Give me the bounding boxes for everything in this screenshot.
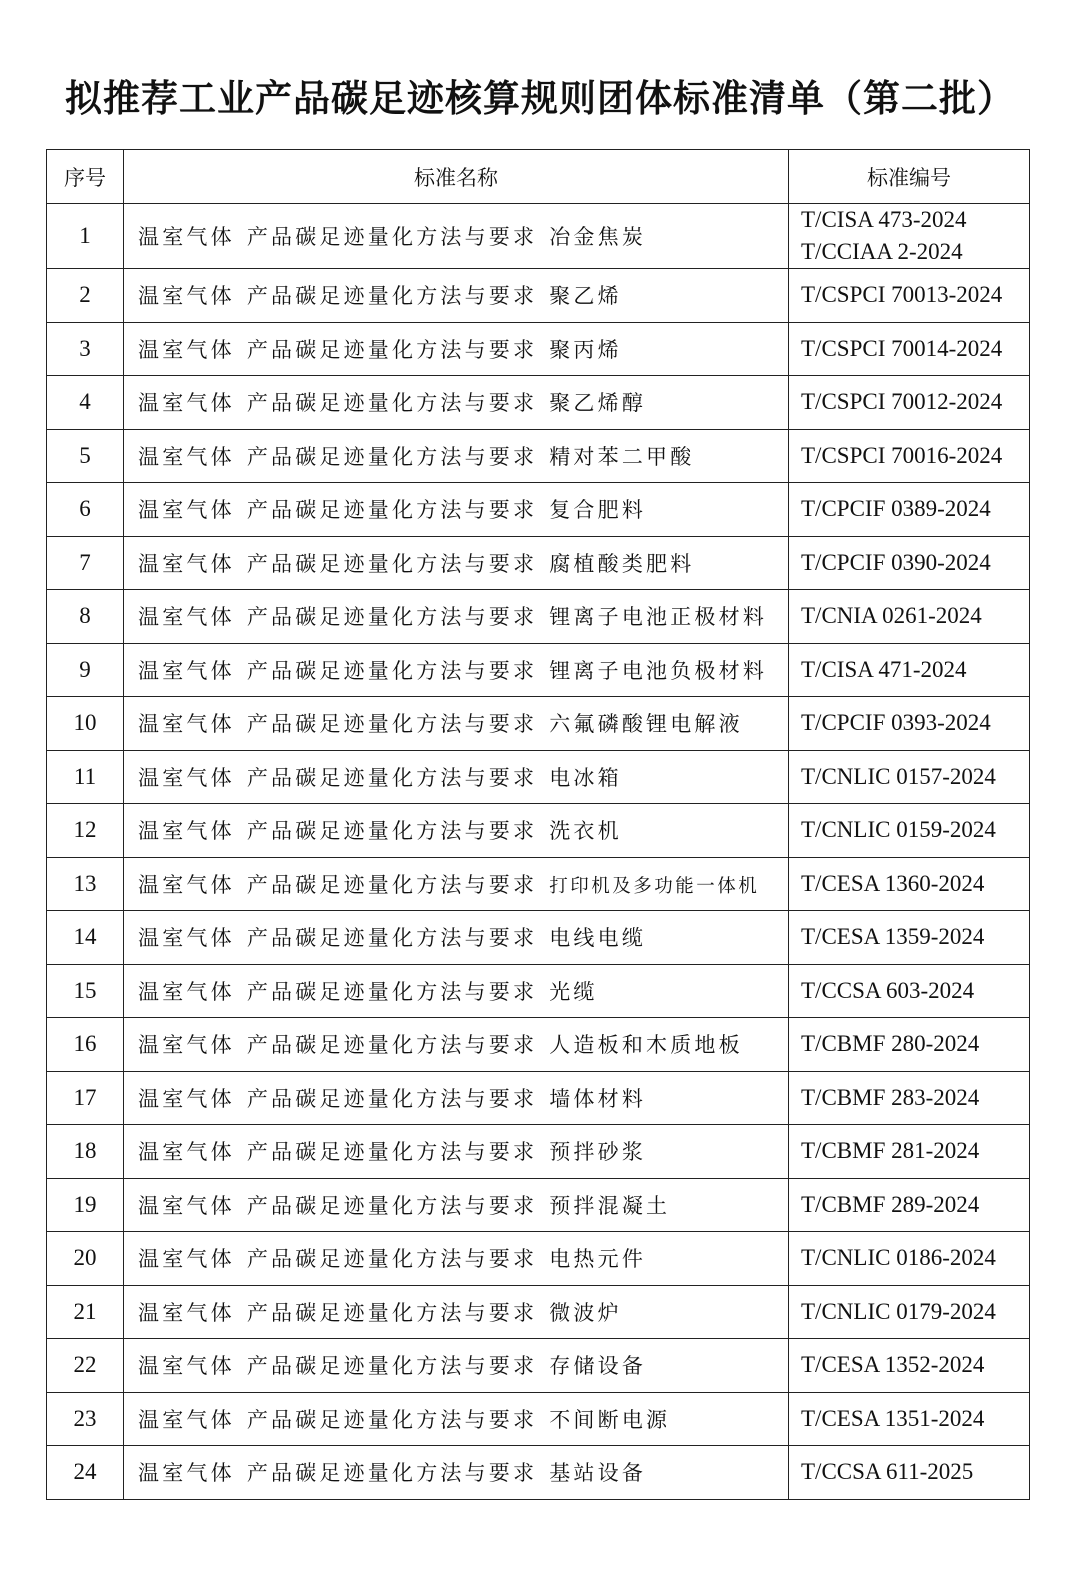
name-prefix-a: 温室气体 — [138, 1461, 235, 1486]
code-line: T/CESA 1360-2024 — [801, 870, 985, 896]
name-prefix-a: 温室气体 — [138, 391, 235, 416]
standard-name — [124, 804, 789, 858]
code-line: T/CCSA 603-2024 — [801, 977, 975, 1003]
standard-code — [789, 1339, 1030, 1393]
name-prefix-a: 温室气体 — [138, 819, 235, 844]
product-name: 聚丙烯 — [549, 337, 622, 362]
row-number: 11 — [47, 750, 124, 804]
code-line: T/CNLIC 0159-2024 — [801, 817, 996, 843]
standard-code — [789, 590, 1030, 644]
table-row — [47, 911, 1030, 965]
standard-name — [124, 429, 789, 483]
name-prefix-b: 产品碳足迹量化方法与要求 — [246, 1407, 538, 1432]
product-name: 预拌混凝土 — [549, 1193, 671, 1218]
product-name: 六氟磷酸锂电解液 — [549, 712, 743, 737]
standard-name — [124, 1446, 789, 1500]
name-prefix-b: 产品碳足迹量化方法与要求 — [246, 1033, 538, 1058]
code-line: T/CNIA 0261-2024 — [801, 603, 982, 629]
code-line: T/CPCIF 0393-2024 — [801, 710, 991, 736]
name-prefix-a: 温室气体 — [138, 498, 235, 523]
code-line: T/CSPCI 70013-2024 — [801, 282, 1003, 308]
name-prefix-a: 温室气体 — [138, 979, 235, 1004]
name-prefix-a: 温室气体 — [138, 444, 235, 469]
standard-name — [124, 322, 789, 376]
standard-name — [124, 1285, 789, 1339]
row-number: 2 — [47, 269, 124, 323]
code-line: T/CBMF 280-2024 — [801, 1031, 980, 1057]
name-prefix-a: 温室气体 — [138, 872, 235, 897]
table-row — [47, 697, 1030, 751]
name-prefix-b: 产品碳足迹量化方法与要求 — [246, 658, 538, 683]
product-name: 聚乙烯醇 — [549, 391, 647, 416]
standard-name — [124, 536, 789, 590]
table-row — [47, 1446, 1030, 1500]
row-number: 19 — [47, 1178, 124, 1232]
standard-name — [124, 204, 789, 269]
row-number: 22 — [47, 1339, 124, 1393]
name-prefix-a: 温室气体 — [138, 1300, 235, 1325]
standard-code — [789, 429, 1030, 483]
row-number: 3 — [47, 322, 124, 376]
standard-code — [789, 750, 1030, 804]
product-name: 腐植酸类肥料 — [549, 551, 695, 576]
product-name: 冶金焦炭 — [549, 225, 647, 249]
standard-code — [789, 269, 1030, 323]
product-name: 打印机及多功能一体机 — [549, 875, 760, 897]
row-number: 8 — [47, 590, 124, 644]
table-row — [47, 804, 1030, 858]
table-row — [47, 204, 1030, 269]
table-row — [47, 483, 1030, 537]
standard-code — [789, 1446, 1030, 1500]
header-name: 标准名称 — [124, 150, 789, 204]
code-line-2: T/CCIAA 2-2024 — [801, 239, 963, 264]
code-line: T/CCSA 611-2025 — [801, 1459, 974, 1485]
standard-name — [124, 269, 789, 323]
standard-name — [124, 376, 789, 430]
standard-code — [789, 1125, 1030, 1179]
code-line: T/CNLIC 0186-2024 — [801, 1245, 996, 1271]
name-prefix-b: 产品碳足迹量化方法与要求 — [246, 1086, 538, 1111]
row-number: 12 — [47, 804, 124, 858]
table-row — [47, 643, 1030, 697]
product-name: 存储设备 — [549, 1354, 647, 1379]
code-line: T/CSPCI 70016-2024 — [801, 442, 1003, 468]
code-line: T/CNLIC 0179-2024 — [801, 1298, 996, 1324]
row-number: 6 — [47, 483, 124, 537]
header-no: 序号 — [47, 150, 124, 204]
standard-code — [789, 857, 1030, 911]
name-prefix-a: 温室气体 — [138, 1247, 235, 1272]
name-prefix-b: 产品碳足迹量化方法与要求 — [246, 819, 538, 844]
code-line: T/CPCIF 0389-2024 — [801, 496, 991, 522]
standard-code — [789, 964, 1030, 1018]
row-number: 24 — [47, 1446, 124, 1500]
code-line: T/CESA 1352-2024 — [801, 1352, 985, 1378]
standard-code — [789, 643, 1030, 697]
name-prefix-b: 产品碳足迹量化方法与要求 — [246, 1461, 538, 1486]
row-number: 1 — [47, 204, 124, 269]
name-prefix-b: 产品碳足迹量化方法与要求 — [246, 337, 538, 362]
table-row — [47, 964, 1030, 1018]
name-prefix-b: 产品碳足迹量化方法与要求 — [246, 284, 538, 309]
standard-name — [124, 750, 789, 804]
name-prefix-b: 产品碳足迹量化方法与要求 — [246, 1300, 538, 1325]
name-prefix-b: 产品碳足迹量化方法与要求 — [246, 605, 538, 630]
name-prefix-b: 产品碳足迹量化方法与要求 — [246, 979, 538, 1004]
product-name: 复合肥料 — [549, 498, 647, 523]
standard-code — [789, 1178, 1030, 1232]
name-prefix-b: 产品碳足迹量化方法与要求 — [246, 498, 538, 523]
product-name: 电线电缆 — [549, 926, 647, 951]
name-prefix-b: 产品碳足迹量化方法与要求 — [246, 225, 538, 249]
name-prefix-a: 温室气体 — [138, 551, 235, 576]
row-number: 14 — [47, 911, 124, 965]
row-number: 20 — [47, 1232, 124, 1286]
standard-code — [789, 1018, 1030, 1072]
name-prefix-b: 产品碳足迹量化方法与要求 — [246, 444, 538, 469]
name-prefix-a: 温室气体 — [138, 765, 235, 790]
code-line: T/CBMF 281-2024 — [801, 1138, 980, 1164]
product-name: 聚乙烯 — [549, 284, 622, 309]
standard-code — [789, 1232, 1030, 1286]
row-number: 17 — [47, 1071, 124, 1125]
name-prefix-a: 温室气体 — [138, 1086, 235, 1111]
row-number: 5 — [47, 429, 124, 483]
table-row — [47, 1125, 1030, 1179]
name-prefix-a: 温室气体 — [138, 605, 235, 630]
standard-code — [789, 1285, 1030, 1339]
row-number: 21 — [47, 1285, 124, 1339]
row-number: 10 — [47, 697, 124, 751]
row-number: 23 — [47, 1392, 124, 1446]
name-prefix-b: 产品碳足迹量化方法与要求 — [246, 1193, 538, 1218]
standard-code — [789, 911, 1030, 965]
header-code: 标准编号 — [789, 150, 1030, 204]
standard-name — [124, 697, 789, 751]
product-name: 墙体材料 — [549, 1086, 647, 1111]
code-line: T/CISA 471-2024 — [801, 656, 967, 682]
row-number: 4 — [47, 376, 124, 430]
standard-name — [124, 964, 789, 1018]
code-line: T/CNLIC 0157-2024 — [801, 763, 996, 789]
product-name: 不间断电源 — [549, 1407, 671, 1432]
document-title: 拟推荐工业产品碳足迹核算规则团体标准清单（第二批） — [65, 77, 1015, 120]
code-line: T/CBMF 283-2024 — [801, 1084, 980, 1110]
standard-code — [789, 697, 1030, 751]
standard-code — [789, 322, 1030, 376]
table-row — [47, 750, 1030, 804]
standard-name — [124, 857, 789, 911]
name-prefix-a: 温室气体 — [138, 1033, 235, 1058]
name-prefix-b: 产品碳足迹量化方法与要求 — [246, 1354, 538, 1379]
product-name: 锂离子电池负极材料 — [549, 658, 768, 683]
product-name: 电冰箱 — [549, 765, 622, 790]
name-prefix-b: 产品碳足迹量化方法与要求 — [246, 712, 538, 737]
name-prefix-a: 温室气体 — [138, 1407, 235, 1432]
row-number: 16 — [47, 1018, 124, 1072]
name-prefix-a: 温室气体 — [138, 284, 235, 309]
table-row — [47, 1392, 1030, 1446]
table-row — [47, 429, 1030, 483]
row-number: 18 — [47, 1125, 124, 1179]
product-name: 光缆 — [549, 979, 598, 1004]
table-row — [47, 1232, 1030, 1286]
standard-code — [789, 376, 1030, 430]
product-name: 基站设备 — [549, 1461, 647, 1486]
product-name: 精对苯二甲酸 — [549, 444, 695, 469]
standard-name — [124, 590, 789, 644]
table-row — [47, 536, 1030, 590]
row-number: 7 — [47, 536, 124, 590]
name-prefix-b: 产品碳足迹量化方法与要求 — [246, 765, 538, 790]
name-prefix-b: 产品碳足迹量化方法与要求 — [246, 551, 538, 576]
standard-code — [789, 483, 1030, 537]
name-prefix-b: 产品碳足迹量化方法与要求 — [246, 1247, 538, 1272]
standard-name — [124, 1125, 789, 1179]
product-name: 锂离子电池正极材料 — [549, 605, 768, 630]
product-name: 人造板和木质地板 — [549, 1033, 743, 1058]
product-name: 预拌砂浆 — [549, 1140, 647, 1165]
name-prefix-a: 温室气体 — [138, 712, 235, 737]
table-row — [47, 322, 1030, 376]
table-row — [47, 1339, 1030, 1393]
standard-name — [124, 1232, 789, 1286]
table-row — [47, 269, 1030, 323]
table-row — [47, 376, 1030, 430]
standard-name — [124, 1339, 789, 1393]
standard-name — [124, 1018, 789, 1072]
code-line: T/CSPCI 70014-2024 — [801, 335, 1003, 361]
standards-table — [46, 149, 1030, 1500]
standard-code — [789, 1392, 1030, 1446]
standard-name — [124, 1071, 789, 1125]
table-row — [47, 1071, 1030, 1125]
standard-name — [124, 911, 789, 965]
table-header-row — [47, 150, 1030, 204]
standard-code — [789, 536, 1030, 590]
name-prefix-a: 温室气体 — [138, 1140, 235, 1165]
standard-name — [124, 1392, 789, 1446]
code-line: T/CESA 1351-2024 — [801, 1405, 985, 1431]
code-line: T/CBMF 289-2024 — [801, 1191, 980, 1217]
name-prefix-b: 产品碳足迹量化方法与要求 — [246, 926, 538, 951]
name-prefix-b: 产品碳足迹量化方法与要求 — [246, 391, 538, 416]
code-line: T/CISA 473-2024 — [801, 207, 967, 232]
code-line: T/CPCIF 0390-2024 — [801, 549, 991, 575]
standard-code — [789, 804, 1030, 858]
standard-name — [124, 643, 789, 697]
product-name: 微波炉 — [549, 1300, 622, 1325]
product-name: 电热元件 — [549, 1247, 647, 1272]
name-prefix-a: 温室气体 — [138, 225, 235, 249]
name-prefix-b: 产品碳足迹量化方法与要求 — [246, 872, 538, 897]
standard-name — [124, 483, 789, 537]
standard-code — [789, 204, 1030, 269]
row-number: 15 — [47, 964, 124, 1018]
name-prefix-b: 产品碳足迹量化方法与要求 — [246, 1140, 538, 1165]
standard-name — [124, 1178, 789, 1232]
name-prefix-a: 温室气体 — [138, 337, 235, 362]
product-name: 洗衣机 — [549, 819, 622, 844]
table-row — [47, 1178, 1030, 1232]
table-row — [47, 1285, 1030, 1339]
row-number: 13 — [47, 857, 124, 911]
table-row — [47, 590, 1030, 644]
name-prefix-a: 温室气体 — [138, 1354, 235, 1379]
table-row — [47, 857, 1030, 911]
name-prefix-a: 温室气体 — [138, 926, 235, 951]
code-line: T/CSPCI 70012-2024 — [801, 389, 1003, 415]
code-line: T/CESA 1359-2024 — [801, 924, 985, 950]
table-row — [47, 1018, 1030, 1072]
standard-code — [789, 1071, 1030, 1125]
name-prefix-a: 温室气体 — [138, 1193, 235, 1218]
name-prefix-a: 温室气体 — [138, 658, 235, 683]
row-number: 9 — [47, 643, 124, 697]
